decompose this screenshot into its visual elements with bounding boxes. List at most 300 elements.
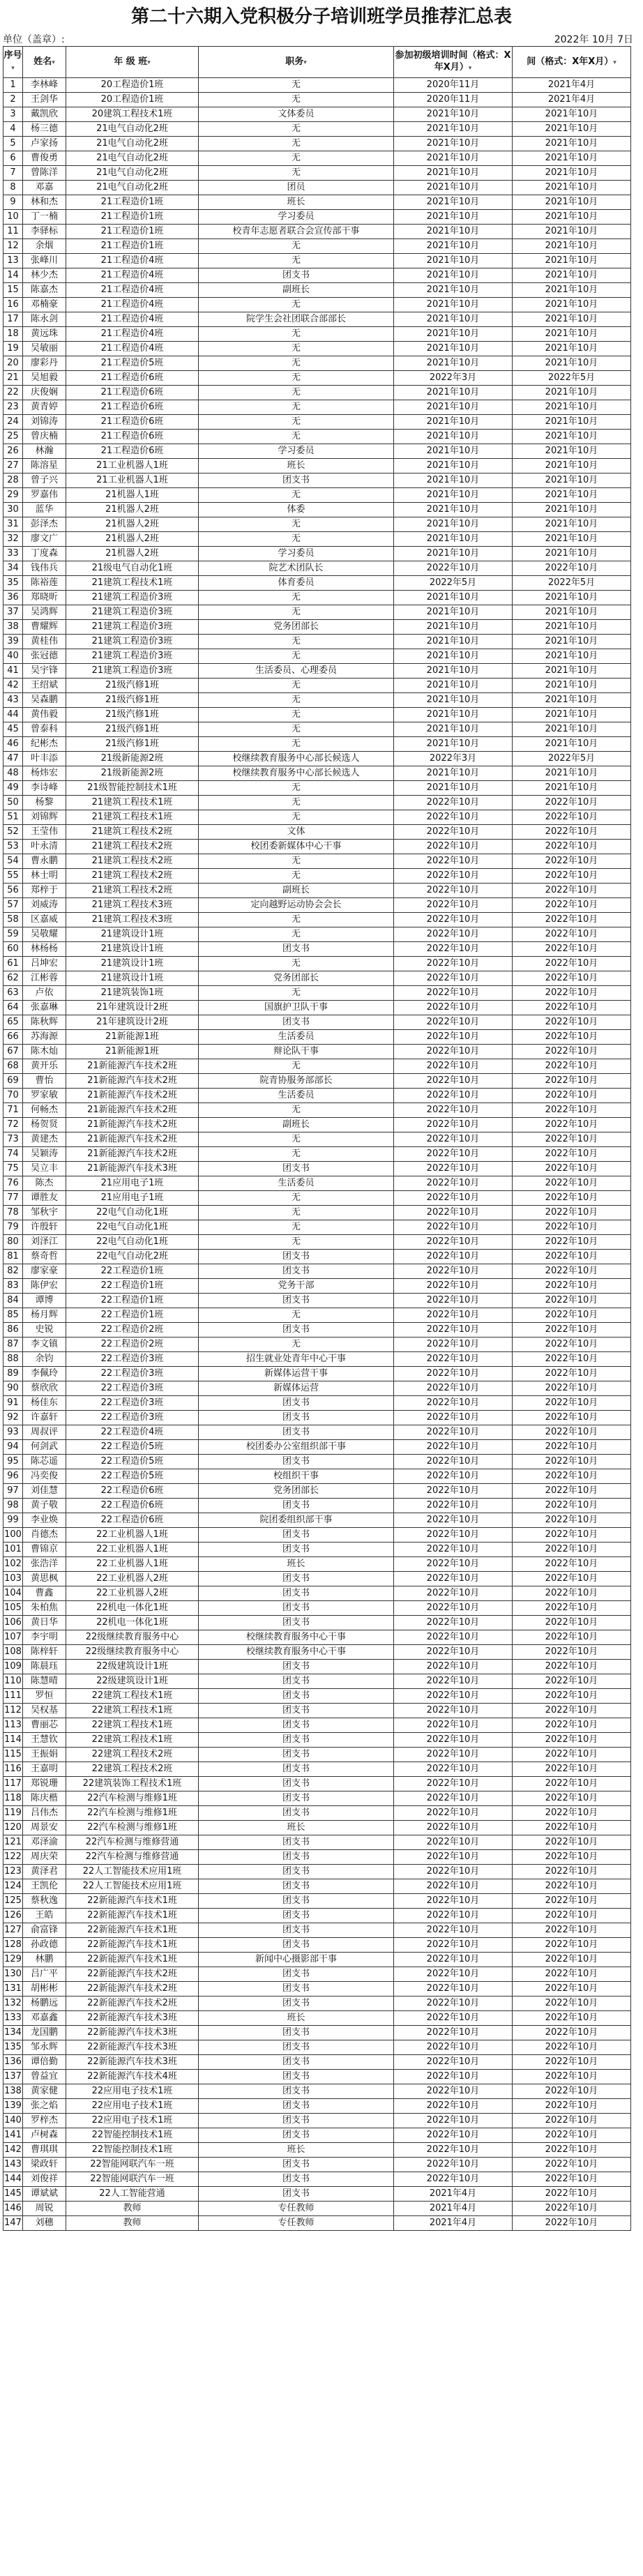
cell-duty[interactable]: 班长 (199, 2143, 394, 2158)
cell-time2[interactable]: 2021年10月 (513, 620, 631, 635)
cell-seq[interactable]: 129 (3, 1953, 23, 1967)
cell-time2[interactable]: 2021年10月 (513, 635, 631, 649)
cell-time1[interactable]: 2021年10月 (394, 151, 513, 166)
cell-time1[interactable]: 2021年10月 (394, 532, 513, 547)
cell-name[interactable]: 吴立丰 (23, 1162, 66, 1176)
cell-grade[interactable]: 22应用电子技术1班 (66, 2099, 199, 2114)
cell-name[interactable]: 林瀚 (23, 444, 66, 459)
cell-name[interactable]: 张峰川 (23, 254, 66, 268)
cell-duty[interactable]: 团支书 (199, 1982, 394, 1997)
cell-grade[interactable]: 21年建筑设计2班 (66, 1015, 199, 1030)
cell-grade[interactable]: 22建筑工程技术1班 (66, 1689, 199, 1704)
filter-arrow-icon[interactable]: ▾ (147, 59, 151, 66)
cell-time1[interactable]: 2021年4月 (394, 2216, 513, 2231)
cell-grade[interactable]: 22应用电子技术1班 (66, 2084, 199, 2099)
cell-seq[interactable]: 5 (3, 137, 23, 151)
cell-name[interactable]: 梁政轩 (23, 2158, 66, 2172)
cell-seq[interactable]: 109 (3, 1660, 23, 1674)
cell-seq[interactable]: 77 (3, 1191, 23, 1206)
cell-seq[interactable]: 95 (3, 1455, 23, 1469)
cell-name[interactable]: 曹琪琪 (23, 2143, 66, 2158)
cell-time2[interactable]: 2022年10月 (513, 1264, 631, 1279)
cell-time1[interactable]: 2022年10月 (394, 1777, 513, 1791)
cell-name[interactable]: 周景安 (23, 1821, 66, 1835)
cell-grade[interactable]: 21级电气自动化1班 (66, 561, 199, 576)
cell-seq[interactable]: 11 (3, 225, 23, 239)
cell-seq[interactable]: 30 (3, 503, 23, 517)
cell-seq[interactable]: 67 (3, 1045, 23, 1059)
cell-time1[interactable]: 2021年10月 (394, 459, 513, 473)
cell-time2[interactable]: 2022年10月 (513, 1894, 631, 1909)
cell-duty[interactable]: 班长 (199, 1821, 394, 1835)
cell-seq[interactable]: 27 (3, 459, 23, 473)
cell-seq[interactable]: 100 (3, 1528, 23, 1543)
cell-time2[interactable]: 2022年10月 (513, 2055, 631, 2070)
cell-time1[interactable]: 2021年10月 (394, 283, 513, 298)
cell-grade[interactable]: 21工程造价6班 (66, 400, 199, 415)
cell-grade[interactable]: 21电气自动化2班 (66, 137, 199, 151)
cell-time2[interactable]: 2022年10月 (513, 1513, 631, 1528)
cell-seq[interactable]: 119 (3, 1806, 23, 1821)
cell-grade[interactable]: 21新能源汽车技术2班 (66, 1059, 199, 1074)
cell-time2[interactable]: 2022年10月 (513, 1733, 631, 1748)
cell-name[interactable]: 钱伟兵 (23, 561, 66, 576)
cell-seq[interactable]: 60 (3, 942, 23, 957)
cell-grade[interactable]: 22工程造价5班 (66, 1455, 199, 1469)
cell-time1[interactable]: 2021年4月 (394, 2187, 513, 2202)
cell-grade[interactable]: 22电气自动化2班 (66, 1250, 199, 1264)
header-name[interactable]: 姓名▾ (23, 47, 66, 78)
cell-grade[interactable]: 21建筑设计1班 (66, 927, 199, 942)
cell-duty[interactable]: 校继续教育服务中心干事 (199, 1630, 394, 1645)
cell-time2[interactable]: 2022年10月 (513, 971, 631, 986)
cell-seq[interactable]: 135 (3, 2040, 23, 2055)
cell-grade[interactable]: 21级汽修1班 (66, 693, 199, 708)
cell-grade[interactable]: 22新能源汽车技术3班 (66, 2055, 199, 2070)
cell-time2[interactable]: 2022年10月 (513, 1923, 631, 1938)
cell-duty[interactable]: 团支书 (199, 1865, 394, 1879)
cell-name[interactable]: 廖彩丹 (23, 356, 66, 371)
cell-time1[interactable]: 2022年10月 (394, 1425, 513, 1440)
cell-time1[interactable]: 2022年10月 (394, 1235, 513, 1250)
cell-grade[interactable]: 21建筑工程造价3班 (66, 664, 199, 679)
cell-seq[interactable]: 76 (3, 1176, 23, 1191)
cell-duty[interactable]: 团支书 (199, 2099, 394, 2114)
cell-seq[interactable]: 99 (3, 1513, 23, 1528)
cell-name[interactable]: 廖家豪 (23, 1264, 66, 1279)
cell-seq[interactable]: 120 (3, 1821, 23, 1835)
cell-time1[interactable]: 2021年10月 (394, 503, 513, 517)
cell-grade[interactable]: 21建筑工程造价3班 (66, 620, 199, 635)
cell-name[interactable]: 蔡欣欣 (23, 1381, 66, 1396)
cell-time1[interactable]: 2022年10月 (394, 2084, 513, 2099)
cell-duty[interactable]: 团支书 (199, 2055, 394, 2070)
cell-grade[interactable]: 22汽车检测与维修1班 (66, 1791, 199, 1806)
cell-time2[interactable]: 2022年10月 (513, 2026, 631, 2040)
cell-seq[interactable]: 91 (3, 1396, 23, 1411)
cell-time1[interactable]: 2021年10月 (394, 356, 513, 371)
cell-seq[interactable]: 38 (3, 620, 23, 635)
cell-grade[interactable]: 21工业机器人1班 (66, 459, 199, 473)
cell-time1[interactable]: 2022年10月 (394, 1894, 513, 1909)
cell-duty[interactable]: 团支书 (199, 1835, 394, 1850)
cell-time2[interactable]: 2022年10月 (513, 1499, 631, 1513)
cell-time2[interactable]: 2022年10月 (513, 2172, 631, 2187)
cell-grade[interactable]: 22新能源汽车技术3班 (66, 2011, 199, 2026)
cell-time1[interactable]: 2022年10月 (394, 1074, 513, 1089)
cell-duty[interactable]: 团支书 (199, 1967, 394, 1982)
cell-seq[interactable]: 72 (3, 1118, 23, 1132)
cell-seq[interactable]: 122 (3, 1850, 23, 1865)
cell-name[interactable]: 林士明 (23, 869, 66, 884)
cell-grade[interactable]: 22新能源汽车技术3班 (66, 2026, 199, 2040)
cell-name[interactable]: 江彬蓉 (23, 971, 66, 986)
cell-time1[interactable]: 2022年10月 (394, 1557, 513, 1572)
cell-name[interactable]: 黄子敬 (23, 1499, 66, 1513)
cell-duty[interactable]: 无 (199, 166, 394, 181)
cell-time2[interactable]: 2022年10月 (513, 1704, 631, 1718)
cell-seq[interactable]: 125 (3, 1894, 23, 1909)
cell-grade[interactable]: 22汽车检测与维修1班 (66, 1806, 199, 1821)
cell-name[interactable]: 叶永清 (23, 840, 66, 854)
cell-time1[interactable]: 2021年10月 (394, 517, 513, 532)
cell-seq[interactable]: 85 (3, 1308, 23, 1323)
cell-seq[interactable]: 9 (3, 195, 23, 210)
cell-duty[interactable]: 党务团部长 (199, 1484, 394, 1499)
cell-time1[interactable]: 2022年10月 (394, 1484, 513, 1499)
cell-grade[interactable]: 21工程造价6班 (66, 415, 199, 430)
cell-name[interactable]: 陈芯遥 (23, 1455, 66, 1469)
cell-time1[interactable]: 2021年10月 (394, 635, 513, 649)
cell-name[interactable]: 陈嘉杰 (23, 283, 66, 298)
cell-grade[interactable]: 21新能源汽车技术2班 (66, 1147, 199, 1162)
cell-seq[interactable]: 81 (3, 1250, 23, 1264)
cell-time2[interactable]: 2022年5月 (513, 576, 631, 591)
cell-duty[interactable]: 校继续教育服务中心干事 (199, 1645, 394, 1660)
cell-time2[interactable]: 2021年10月 (513, 781, 631, 796)
cell-duty[interactable]: 招生就业处青年中心干事 (199, 1352, 394, 1367)
cell-time2[interactable]: 2022年10月 (513, 1191, 631, 1206)
cell-name[interactable]: 谭博 (23, 1294, 66, 1308)
cell-grade[interactable]: 21工程造价6班 (66, 371, 199, 386)
cell-time1[interactable]: 2021年10月 (394, 722, 513, 737)
header-time2[interactable]: 间（格式：X年X月）▾ (513, 47, 631, 78)
cell-seq[interactable]: 66 (3, 1030, 23, 1045)
cell-grade[interactable]: 教师 (66, 2202, 199, 2216)
cell-seq[interactable]: 23 (3, 400, 23, 415)
cell-time2[interactable]: 2022年10月 (513, 825, 631, 840)
cell-name[interactable]: 卢树森 (23, 2128, 66, 2143)
cell-time1[interactable]: 2022年10月 (394, 1132, 513, 1147)
cell-time1[interactable]: 2022年10月 (394, 869, 513, 884)
cell-grade[interactable]: 21年建筑设计2班 (66, 1001, 199, 1015)
cell-grade[interactable]: 21工业机器人1班 (66, 473, 199, 488)
cell-name[interactable]: 吴森鹏 (23, 693, 66, 708)
cell-name[interactable]: 庆俊娴 (23, 386, 66, 400)
cell-grade[interactable]: 21新能源汽车技术2班 (66, 1118, 199, 1132)
cell-time1[interactable]: 2022年10月 (394, 1953, 513, 1967)
cell-seq[interactable]: 10 (3, 210, 23, 225)
cell-name[interactable]: 吕广平 (23, 1967, 66, 1982)
cell-time1[interactable]: 2022年10月 (394, 1821, 513, 1835)
cell-duty[interactable]: 无 (199, 342, 394, 356)
cell-name[interactable]: 曹锦京 (23, 1543, 66, 1557)
cell-seq[interactable]: 92 (3, 1411, 23, 1425)
cell-duty[interactable]: 团支书 (199, 1411, 394, 1425)
cell-seq[interactable]: 104 (3, 1586, 23, 1601)
cell-seq[interactable]: 78 (3, 1206, 23, 1220)
cell-grade[interactable]: 22汽车检测与维修营通 (66, 1850, 199, 1865)
cell-seq[interactable]: 39 (3, 635, 23, 649)
cell-duty[interactable]: 团支书 (199, 2128, 394, 2143)
cell-duty[interactable]: 校团委办公室组织部干事 (199, 1440, 394, 1455)
cell-seq[interactable]: 114 (3, 1733, 23, 1748)
cell-seq[interactable]: 145 (3, 2187, 23, 2202)
cell-duty[interactable]: 无 (199, 122, 394, 137)
cell-time2[interactable]: 2022年5月 (513, 752, 631, 766)
cell-name[interactable]: 史锐 (23, 1323, 66, 1338)
cell-seq[interactable]: 29 (3, 488, 23, 503)
cell-duty[interactable]: 团支书 (199, 1718, 394, 1733)
cell-duty[interactable]: 无 (199, 386, 394, 400)
cell-name[interactable]: 朱柏焦 (23, 1601, 66, 1616)
cell-grade[interactable]: 21工程造价1班 (66, 210, 199, 225)
cell-name[interactable]: 戴凯欣 (23, 107, 66, 122)
cell-seq[interactable]: 108 (3, 1645, 23, 1660)
cell-duty[interactable]: 无 (199, 913, 394, 927)
cell-time2[interactable]: 2022年10月 (513, 1059, 631, 1074)
cell-name[interactable]: 杨黎 (23, 796, 66, 810)
cell-duty[interactable]: 校继续教育服务中心部长候选人 (199, 752, 394, 766)
cell-grade[interactable]: 21电气自动化2班 (66, 166, 199, 181)
cell-grade[interactable]: 22机电一体化1班 (66, 1601, 199, 1616)
cell-grade[interactable]: 22智能控制技术1班 (66, 2128, 199, 2143)
cell-duty[interactable]: 新媒体运营 (199, 1381, 394, 1396)
cell-grade[interactable]: 21建筑设计1班 (66, 942, 199, 957)
cell-grade[interactable]: 21级汽修1班 (66, 722, 199, 737)
cell-time1[interactable]: 2022年10月 (394, 1748, 513, 1762)
cell-duty[interactable]: 团支书 (199, 1015, 394, 1030)
cell-duty[interactable]: 无 (199, 415, 394, 430)
cell-grade[interactable]: 21新能源汽车技术3班 (66, 1162, 199, 1176)
cell-time1[interactable]: 2021年10月 (394, 781, 513, 796)
cell-time2[interactable]: 2021年10月 (513, 430, 631, 444)
cell-duty[interactable]: 副班长 (199, 1118, 394, 1132)
cell-duty[interactable]: 团支书 (199, 1162, 394, 1176)
cell-time1[interactable]: 2022年10月 (394, 2143, 513, 2158)
cell-name[interactable]: 余钧 (23, 1352, 66, 1367)
cell-grade[interactable]: 21级汽修1班 (66, 737, 199, 752)
cell-grade[interactable]: 21工程造价6班 (66, 444, 199, 459)
cell-grade[interactable]: 21机器人1班 (66, 488, 199, 503)
cell-duty[interactable]: 团支书 (199, 1777, 394, 1791)
cell-grade[interactable]: 22新能源汽车技术4班 (66, 2070, 199, 2084)
cell-grade[interactable]: 22新能源汽车技术1班 (66, 1894, 199, 1909)
cell-time2[interactable]: 2022年10月 (513, 1660, 631, 1674)
cell-time2[interactable]: 2021年10月 (513, 151, 631, 166)
cell-time1[interactable]: 2022年10月 (394, 898, 513, 913)
cell-duty[interactable]: 无 (199, 78, 394, 93)
cell-name[interactable]: 王振娟 (23, 1748, 66, 1762)
cell-name[interactable]: 曾泰科 (23, 722, 66, 737)
cell-seq[interactable]: 48 (3, 766, 23, 781)
cell-time1[interactable]: 2022年10月 (394, 2099, 513, 2114)
cell-time2[interactable]: 2022年10月 (513, 1572, 631, 1586)
cell-time1[interactable]: 2021年10月 (394, 312, 513, 327)
cell-time1[interactable]: 2022年10月 (394, 1352, 513, 1367)
cell-name[interactable]: 林杨杨 (23, 942, 66, 957)
cell-duty[interactable]: 体育委员 (199, 576, 394, 591)
cell-time2[interactable]: 2022年10月 (513, 1206, 631, 1220)
cell-time1[interactable]: 2022年10月 (394, 1630, 513, 1645)
cell-time1[interactable]: 2022年10月 (394, 1645, 513, 1660)
cell-seq[interactable]: 121 (3, 1835, 23, 1850)
cell-name[interactable]: 肖德杰 (23, 1528, 66, 1543)
cell-name[interactable]: 蔡秋逸 (23, 1894, 66, 1909)
cell-duty[interactable]: 无 (199, 93, 394, 107)
cell-time1[interactable]: 2021年10月 (394, 430, 513, 444)
cell-time2[interactable]: 2021年10月 (513, 737, 631, 752)
cell-seq[interactable]: 21 (3, 371, 23, 386)
cell-duty[interactable]: 校团委新媒体中心干事 (199, 840, 394, 854)
cell-name[interactable]: 陈梓轩 (23, 1645, 66, 1660)
cell-time2[interactable]: 2021年10月 (513, 722, 631, 737)
cell-grade[interactable]: 22新能源汽车技术1班 (66, 1923, 199, 1938)
cell-time1[interactable]: 2022年10月 (394, 1308, 513, 1323)
cell-grade[interactable]: 21新能源汽车技术2班 (66, 1103, 199, 1118)
cell-grade[interactable]: 21建筑工程造价3班 (66, 635, 199, 649)
cell-grade[interactable]: 22新能源汽车技术2班 (66, 1967, 199, 1982)
cell-name[interactable]: 区嘉威 (23, 913, 66, 927)
cell-seq[interactable]: 59 (3, 927, 23, 942)
header-grade[interactable]: 年 级 班▾ (66, 47, 199, 78)
cell-name[interactable]: 陈伊宏 (23, 1279, 66, 1294)
cell-grade[interactable]: 21新能源汽车技术2班 (66, 1089, 199, 1103)
cell-name[interactable]: 林少杰 (23, 268, 66, 283)
cell-grade[interactable]: 21工程造价4班 (66, 312, 199, 327)
cell-duty[interactable]: 无 (199, 1235, 394, 1250)
cell-grade[interactable]: 22电气自动化1班 (66, 1206, 199, 1220)
cell-duty[interactable]: 无 (199, 400, 394, 415)
cell-time2[interactable]: 2022年10月 (513, 884, 631, 898)
cell-duty[interactable]: 团支书 (199, 1704, 394, 1718)
cell-duty[interactable]: 无 (199, 371, 394, 386)
cell-name[interactable]: 李佩玲 (23, 1367, 66, 1381)
cell-seq[interactable]: 63 (3, 986, 23, 1001)
cell-grade[interactable]: 22新能源汽车技术2班 (66, 1997, 199, 2011)
cell-duty[interactable]: 新闻中心摄影部干事 (199, 1953, 394, 1967)
cell-duty[interactable]: 团支书 (199, 1586, 394, 1601)
cell-grade[interactable]: 22级建筑设计1班 (66, 1660, 199, 1674)
cell-time2[interactable]: 2021年10月 (513, 708, 631, 722)
cell-seq[interactable]: 50 (3, 796, 23, 810)
cell-grade[interactable]: 21新能源汽车技术2班 (66, 1074, 199, 1089)
cell-seq[interactable]: 14 (3, 268, 23, 283)
cell-time2[interactable]: 2022年10月 (513, 1997, 631, 2011)
cell-time1[interactable]: 2021年10月 (394, 605, 513, 620)
cell-time1[interactable]: 2022年10月 (394, 1015, 513, 1030)
cell-grade[interactable]: 21电气自动化2班 (66, 151, 199, 166)
header-seq[interactable]: 序号▾ (3, 47, 23, 78)
cell-duty[interactable]: 校组织干事 (199, 1469, 394, 1484)
cell-seq[interactable]: 3 (3, 107, 23, 122)
cell-time1[interactable]: 2022年10月 (394, 1381, 513, 1396)
cell-time1[interactable]: 2022年10月 (394, 1411, 513, 1425)
cell-grade[interactable]: 21建筑工程技术1班 (66, 796, 199, 810)
cell-duty[interactable]: 无 (199, 1338, 394, 1352)
cell-time2[interactable]: 2022年10月 (513, 2040, 631, 2055)
cell-name[interactable]: 陈永剑 (23, 312, 66, 327)
cell-duty[interactable]: 团支书 (199, 2114, 394, 2128)
cell-time2[interactable]: 2021年10月 (513, 488, 631, 503)
cell-seq[interactable]: 52 (3, 825, 23, 840)
cell-time1[interactable]: 2022年10月 (394, 1791, 513, 1806)
cell-name[interactable]: 曾庆楠 (23, 430, 66, 444)
cell-time2[interactable]: 2022年10月 (513, 1967, 631, 1982)
cell-seq[interactable]: 134 (3, 2026, 23, 2040)
cell-time2[interactable]: 2022年10月 (513, 2070, 631, 2084)
cell-time2[interactable]: 2022年10月 (513, 1469, 631, 1484)
cell-duty[interactable]: 团支书 (199, 2070, 394, 2084)
cell-time2[interactable]: 2021年10月 (513, 312, 631, 327)
cell-duty[interactable]: 专任教师 (199, 2202, 394, 2216)
cell-grade[interactable]: 21工程造价6班 (66, 430, 199, 444)
cell-name[interactable]: 卢家扬 (23, 137, 66, 151)
cell-grade[interactable]: 22工业机器人1班 (66, 1557, 199, 1572)
cell-seq[interactable]: 139 (3, 2099, 23, 2114)
cell-time2[interactable]: 2022年10月 (513, 1176, 631, 1191)
filter-arrow-icon[interactable]: ▾ (468, 65, 472, 72)
cell-grade[interactable]: 20建筑工程技术1班 (66, 107, 199, 122)
cell-time2[interactable]: 2022年10月 (513, 1308, 631, 1323)
cell-duty[interactable]: 生活委员 (199, 1030, 394, 1045)
cell-name[interactable]: 郑锐珊 (23, 1777, 66, 1791)
cell-seq[interactable]: 112 (3, 1704, 23, 1718)
cell-duty[interactable]: 团支书 (199, 1528, 394, 1543)
cell-seq[interactable]: 31 (3, 517, 23, 532)
cell-time1[interactable]: 2021年10月 (394, 386, 513, 400)
cell-time2[interactable]: 2021年10月 (513, 386, 631, 400)
cell-name[interactable]: 王皓 (23, 1909, 66, 1923)
cell-name[interactable]: 刘佳慧 (23, 1484, 66, 1499)
cell-name[interactable]: 曾子兴 (23, 473, 66, 488)
cell-grade[interactable]: 22工业机器人1班 (66, 1543, 199, 1557)
cell-time1[interactable]: 2022年10月 (394, 2040, 513, 2055)
cell-duty[interactable]: 无 (199, 356, 394, 371)
cell-grade[interactable]: 22工程造价5班 (66, 1440, 199, 1455)
cell-seq[interactable]: 73 (3, 1132, 23, 1147)
cell-time2[interactable]: 2022年10月 (513, 1030, 631, 1045)
cell-grade[interactable]: 22人工智能技术应用1班 (66, 1879, 199, 1894)
cell-time1[interactable]: 2022年10月 (394, 1469, 513, 1484)
cell-seq[interactable]: 42 (3, 679, 23, 693)
cell-time1[interactable]: 2022年10月 (394, 1674, 513, 1689)
cell-time2[interactable]: 2022年10月 (513, 2128, 631, 2143)
cell-duty[interactable]: 无 (199, 693, 394, 708)
cell-time1[interactable]: 2021年10月 (394, 415, 513, 430)
cell-seq[interactable]: 126 (3, 1909, 23, 1923)
cell-grade[interactable]: 21机器人2班 (66, 532, 199, 547)
cell-name[interactable]: 王绍斌 (23, 679, 66, 693)
cell-time1[interactable]: 2021年10月 (394, 268, 513, 283)
cell-grade[interactable]: 22工程造价2班 (66, 1338, 199, 1352)
cell-seq[interactable]: 33 (3, 547, 23, 561)
cell-time1[interactable]: 2022年10月 (394, 1865, 513, 1879)
cell-time1[interactable]: 2022年10月 (394, 1103, 513, 1118)
cell-time1[interactable]: 2021年10月 (394, 488, 513, 503)
cell-duty[interactable]: 无 (199, 239, 394, 254)
cell-seq[interactable]: 116 (3, 1762, 23, 1777)
